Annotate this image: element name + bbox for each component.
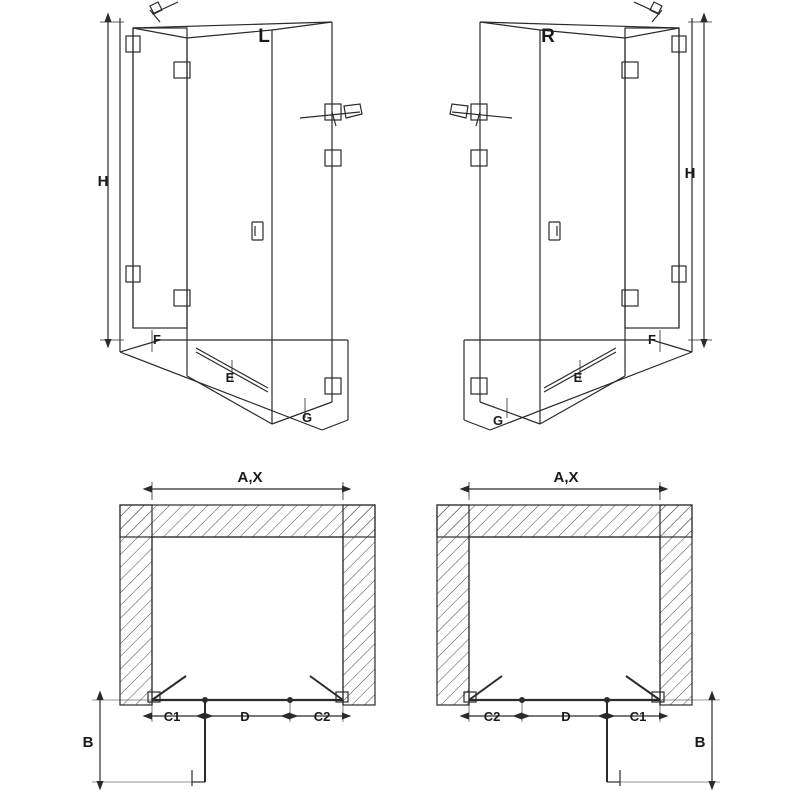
dim-e-right: E [573, 370, 583, 385]
variant-label-left: L [258, 26, 270, 47]
dim-g-left: G [301, 410, 313, 425]
plan-left-group [92, 482, 375, 786]
plan-seg-c1-right: C1 [629, 709, 647, 724]
plan-depth-label-right: B [694, 734, 706, 751]
height-label-left: H [97, 173, 109, 190]
dim-f-left: F [153, 332, 161, 347]
plan-seg-d-left: D [240, 709, 250, 724]
plan-width-label-right: A,X [553, 469, 579, 486]
plan-right-group [437, 482, 720, 786]
elevation-left-group [97, 2, 362, 430]
plan-seg-c2-right: C2 [483, 709, 501, 724]
variant-label-right: R [541, 26, 555, 47]
dim-g-right: G [492, 413, 504, 428]
elevation-right-group [450, 2, 712, 430]
plan-depth-label-left: B [82, 734, 94, 751]
plan-seg-c1-left: C1 [163, 709, 181, 724]
plan-seg-c2-left: C2 [313, 709, 331, 724]
height-label-right: H [684, 165, 696, 182]
dim-f-right: F [648, 332, 656, 347]
dim-e-left: E [225, 370, 235, 385]
plan-seg-d-right: D [561, 709, 571, 724]
plan-width-label-left: A,X [237, 469, 263, 486]
